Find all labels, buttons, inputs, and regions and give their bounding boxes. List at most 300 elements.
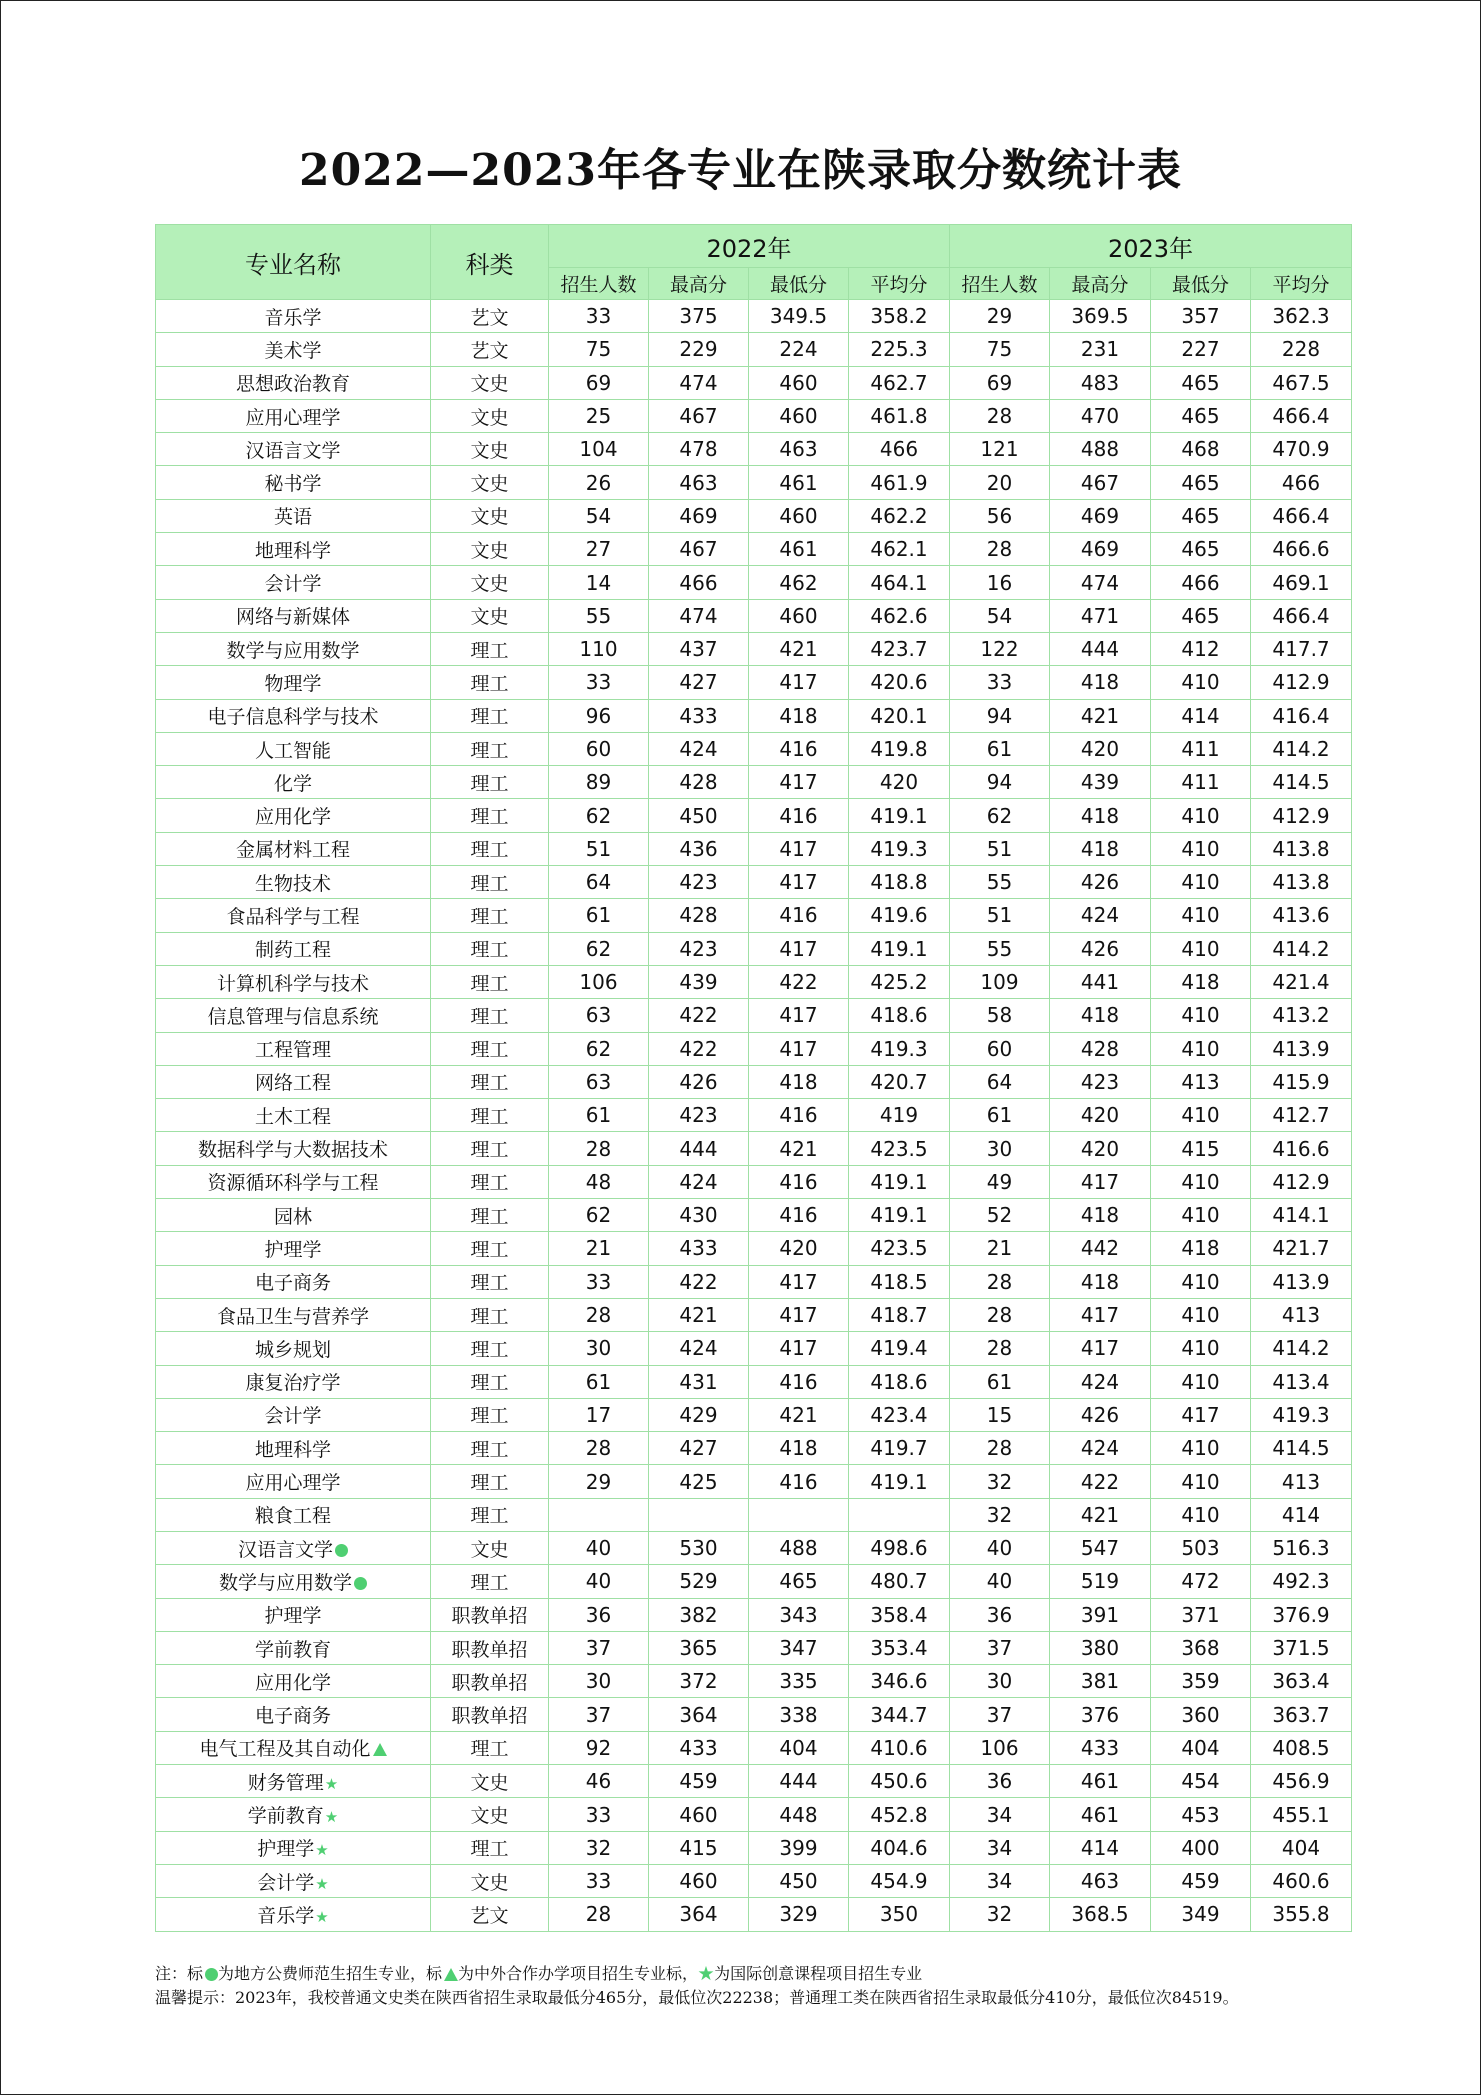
value-cell: 96 xyxy=(549,699,649,732)
value-cell: 54 xyxy=(549,499,649,532)
value-cell: 28 xyxy=(549,1898,649,1931)
category-cell: 职教单招 xyxy=(431,1631,549,1664)
value-cell: 364 xyxy=(649,1698,749,1731)
dot-icon xyxy=(354,1577,367,1590)
value-cell: 416 xyxy=(749,732,849,765)
value-cell: 422 xyxy=(649,1032,749,1065)
value-cell: 465 xyxy=(1151,599,1251,632)
value-cell: 61 xyxy=(549,1365,649,1398)
category-cell: 理工 xyxy=(431,999,549,1032)
value-cell: 417 xyxy=(1050,1298,1151,1331)
value-cell: 410 xyxy=(1151,1199,1251,1232)
table-row xyxy=(156,1199,1352,1232)
category-cell: 理工 xyxy=(431,1731,549,1764)
major-name-cell xyxy=(156,1698,431,1731)
value-cell: 478 xyxy=(649,433,749,466)
value-cell: 414 xyxy=(1151,699,1251,732)
value-cell: 33 xyxy=(549,300,649,333)
major-name: 土木工程 xyxy=(254,1105,331,1128)
value-cell: 410 xyxy=(1151,666,1251,699)
value-cell: 28 xyxy=(549,1432,649,1465)
value-cell: 414.2 xyxy=(1251,1332,1352,1365)
value-cell: 353.4 xyxy=(849,1631,950,1664)
category-cell: 理工 xyxy=(431,1032,549,1065)
value-cell: 441 xyxy=(1050,965,1151,998)
value-cell: 421 xyxy=(1050,699,1151,732)
table-row xyxy=(156,1631,1352,1664)
major-name: 粮食工程 xyxy=(254,1505,331,1528)
category-cell: 文史 xyxy=(431,599,549,632)
value-cell: 423 xyxy=(649,932,749,965)
value-cell: 360 xyxy=(1151,1698,1251,1731)
value-cell: 121 xyxy=(950,433,1050,466)
value-cell: 28 xyxy=(950,533,1050,566)
value-cell: 469 xyxy=(1050,499,1151,532)
value-cell: 404 xyxy=(1251,1831,1352,1864)
value-cell: 418 xyxy=(1151,965,1251,998)
major-name-cell xyxy=(156,1165,431,1198)
value-cell: 391 xyxy=(1050,1598,1151,1631)
value-cell: 416.6 xyxy=(1251,1132,1352,1165)
value-cell: 62 xyxy=(549,799,649,832)
header-sub-4: 招生人数 xyxy=(950,268,1050,300)
table-row xyxy=(156,1531,1352,1564)
major-name-cell xyxy=(156,899,431,932)
value-cell: 465 xyxy=(1151,366,1251,399)
value-cell: 420 xyxy=(749,1232,849,1265)
value-cell: 412.7 xyxy=(1251,1099,1352,1132)
value-cell: 417 xyxy=(749,832,849,865)
star-icon: ★ xyxy=(698,1964,715,1983)
value-cell: 488 xyxy=(749,1531,849,1564)
value-cell: 424 xyxy=(649,732,749,765)
category-cell: 文史 xyxy=(431,1864,549,1897)
page-title: 2022—2023年各专业在陕录取分数统计表 xyxy=(299,145,1182,196)
major-name-cell xyxy=(156,1665,431,1698)
category-cell: 理工 xyxy=(431,1298,549,1331)
major-name: 食品科学与工程 xyxy=(226,905,360,928)
value-cell: 410 xyxy=(1151,1265,1251,1298)
value-cell: 418 xyxy=(1050,1199,1151,1232)
value-cell: 460 xyxy=(649,1798,749,1831)
value-cell: 418 xyxy=(1151,1232,1251,1265)
value-cell: 51 xyxy=(950,832,1050,865)
category-cell: 理工 xyxy=(431,832,549,865)
major-name-cell xyxy=(156,333,431,366)
value-cell: 410 xyxy=(1151,832,1251,865)
value-cell: 30 xyxy=(549,1332,649,1365)
table-row xyxy=(156,1398,1352,1431)
value-cell: 359 xyxy=(1151,1665,1251,1698)
value-cell: 414 xyxy=(1050,1831,1151,1864)
value-cell: 30 xyxy=(950,1132,1050,1165)
header-sub-3: 平均分 xyxy=(849,268,950,300)
value-cell: 92 xyxy=(549,1731,649,1764)
value-cell: 61 xyxy=(549,899,649,932)
score-table xyxy=(155,224,1352,1932)
value-cell: 466.6 xyxy=(1251,533,1352,566)
value-cell: 362.3 xyxy=(1251,300,1352,333)
value-cell: 32 xyxy=(549,1831,649,1864)
major-name-cell xyxy=(156,533,431,566)
value-cell xyxy=(749,1498,849,1531)
value-cell: 410 xyxy=(1151,1032,1251,1065)
value-cell: 122 xyxy=(950,632,1050,665)
category-cell: 理工 xyxy=(431,1498,549,1531)
value-cell: 424 xyxy=(649,1165,749,1198)
value-cell: 437 xyxy=(649,632,749,665)
category-cell: 职教单招 xyxy=(431,1598,549,1631)
value-cell: 89 xyxy=(549,766,649,799)
value-cell: 335 xyxy=(749,1665,849,1698)
category-cell: 理工 xyxy=(431,666,549,699)
triangle-icon xyxy=(444,1968,458,1981)
value-cell: 436 xyxy=(649,832,749,865)
header-sub-6: 最低分 xyxy=(1151,268,1251,300)
value-cell: 417 xyxy=(749,866,849,899)
major-name: 音乐学 xyxy=(257,1904,315,1927)
value-cell: 34 xyxy=(950,1864,1050,1897)
value-cell: 419.1 xyxy=(849,1199,950,1232)
value-cell: 40 xyxy=(549,1531,649,1564)
table-row xyxy=(156,366,1352,399)
value-cell: 29 xyxy=(549,1465,649,1498)
value-cell: 16 xyxy=(950,566,1050,599)
value-cell: 421 xyxy=(749,632,849,665)
major-name-cell xyxy=(156,932,431,965)
value-cell: 474 xyxy=(649,599,749,632)
table-row xyxy=(156,399,1352,432)
note-text: 为中外合作办学项目招生专业标， xyxy=(458,1964,699,1983)
value-cell: 48 xyxy=(549,1165,649,1198)
major-name: 汉语言文学 xyxy=(245,439,341,462)
major-name-cell xyxy=(156,1731,431,1764)
major-name: 思想政治教育 xyxy=(235,373,350,396)
header-year-2022: 2022年 xyxy=(549,225,950,268)
major-name: 信息管理与信息系统 xyxy=(207,1005,379,1028)
value-cell: 343 xyxy=(749,1598,849,1631)
major-name-cell xyxy=(156,766,431,799)
value-cell: 424 xyxy=(1050,1365,1151,1398)
value-cell: 419.6 xyxy=(849,899,950,932)
value-cell: 488 xyxy=(1050,433,1151,466)
value-cell: 422 xyxy=(649,999,749,1032)
value-cell: 420.6 xyxy=(849,666,950,699)
value-cell xyxy=(549,1498,649,1531)
value-cell: 411 xyxy=(1151,766,1251,799)
value-cell: 404 xyxy=(749,1731,849,1764)
value-cell: 428 xyxy=(649,899,749,932)
value-cell: 364 xyxy=(649,1898,749,1931)
value-cell: 426 xyxy=(1050,1398,1151,1431)
value-cell: 418.6 xyxy=(849,999,950,1032)
value-cell: 529 xyxy=(649,1565,749,1598)
value-cell: 410 xyxy=(1151,899,1251,932)
value-cell: 417 xyxy=(1050,1165,1151,1198)
table-row xyxy=(156,1165,1352,1198)
category-cell: 理工 xyxy=(431,1432,549,1465)
value-cell: 106 xyxy=(950,1731,1050,1764)
value-cell: 470.9 xyxy=(1251,433,1352,466)
footnotes xyxy=(155,1962,1405,2010)
table-row xyxy=(156,1465,1352,1498)
value-cell: 417 xyxy=(749,999,849,1032)
value-cell: 417 xyxy=(749,666,849,699)
value-cell: 36 xyxy=(950,1598,1050,1631)
value-cell: 37 xyxy=(549,1698,649,1731)
value-cell: 426 xyxy=(1050,866,1151,899)
value-cell: 94 xyxy=(950,766,1050,799)
table-row xyxy=(156,466,1352,499)
value-cell: 419.1 xyxy=(849,932,950,965)
value-cell: 419 xyxy=(849,1099,950,1132)
value-cell: 346.6 xyxy=(849,1665,950,1698)
note-text: 注：标 xyxy=(155,1964,204,1983)
value-cell: 418.7 xyxy=(849,1298,950,1331)
major-name: 化学 xyxy=(273,772,312,795)
table-row xyxy=(156,1598,1352,1631)
header-sub-1: 最高分 xyxy=(649,268,749,300)
major-name-cell xyxy=(156,732,431,765)
value-cell: 462.1 xyxy=(849,533,950,566)
value-cell: 414.5 xyxy=(1251,1432,1352,1465)
value-cell: 416 xyxy=(749,1099,849,1132)
major-name: 人工智能 xyxy=(254,739,331,762)
major-name: 金属材料工程 xyxy=(235,839,350,862)
value-cell: 33 xyxy=(549,1265,649,1298)
value-cell: 382 xyxy=(649,1598,749,1631)
major-name-cell xyxy=(156,1265,431,1298)
table-row xyxy=(156,1332,1352,1365)
value-cell: 418.6 xyxy=(849,1365,950,1398)
value-cell: 412 xyxy=(1151,632,1251,665)
value-cell: 32 xyxy=(950,1465,1050,1498)
value-cell: 363.7 xyxy=(1251,1698,1352,1731)
value-cell: 466.4 xyxy=(1251,399,1352,432)
table-row xyxy=(156,1665,1352,1698)
value-cell: 423 xyxy=(649,866,749,899)
major-name: 工程管理 xyxy=(254,1039,331,1062)
table-row xyxy=(156,932,1352,965)
value-cell: 417 xyxy=(749,766,849,799)
value-cell: 412.9 xyxy=(1251,666,1352,699)
value-cell: 40 xyxy=(950,1565,1050,1598)
major-name: 电子信息科学与技术 xyxy=(207,706,379,729)
value-cell: 419.3 xyxy=(849,832,950,865)
value-cell: 414.2 xyxy=(1251,932,1352,965)
dot-icon xyxy=(205,1968,218,1981)
major-name-cell xyxy=(156,999,431,1032)
major-name: 会计学 xyxy=(264,573,322,596)
value-cell: 480.7 xyxy=(849,1565,950,1598)
value-cell: 460.6 xyxy=(1251,1864,1352,1897)
value-cell: 420 xyxy=(849,766,950,799)
major-name: 制药工程 xyxy=(254,939,331,962)
value-cell: 32 xyxy=(950,1898,1050,1931)
value-cell: 468 xyxy=(1151,433,1251,466)
value-cell: 423.5 xyxy=(849,1232,950,1265)
value-cell: 415 xyxy=(649,1831,749,1864)
value-cell: 412.9 xyxy=(1251,799,1352,832)
value-cell: 28 xyxy=(950,1332,1050,1365)
value-cell: 410 xyxy=(1151,1298,1251,1331)
value-cell: 28 xyxy=(950,1298,1050,1331)
category-cell: 文史 xyxy=(431,433,549,466)
value-cell: 503 xyxy=(1151,1531,1251,1564)
value-cell: 110 xyxy=(549,632,649,665)
value-cell: 229 xyxy=(649,333,749,366)
value-cell: 460 xyxy=(749,499,849,532)
table-row xyxy=(156,965,1352,998)
major-name-cell xyxy=(156,1032,431,1065)
value-cell: 466 xyxy=(649,566,749,599)
major-name-cell xyxy=(156,499,431,532)
major-name: 财务管理 xyxy=(247,1771,324,1794)
table-row xyxy=(156,1565,1352,1598)
value-cell: 466.4 xyxy=(1251,499,1352,532)
category-cell: 理工 xyxy=(431,632,549,665)
value-cell: 413 xyxy=(1251,1298,1352,1331)
table-row xyxy=(156,1265,1352,1298)
value-cell: 380 xyxy=(1050,1631,1151,1664)
value-cell: 26 xyxy=(549,466,649,499)
value-cell: 516.3 xyxy=(1251,1531,1352,1564)
value-cell: 54 xyxy=(950,599,1050,632)
major-name-cell xyxy=(156,1498,431,1531)
table-row xyxy=(156,499,1352,532)
value-cell: 225.3 xyxy=(849,333,950,366)
value-cell: 423 xyxy=(649,1099,749,1132)
category-cell: 理工 xyxy=(431,932,549,965)
value-cell: 46 xyxy=(549,1765,649,1798)
category-cell: 理工 xyxy=(431,1565,549,1598)
value-cell: 427 xyxy=(649,666,749,699)
note-text: 为国际创意课程项目招生专业 xyxy=(714,1964,923,1983)
major-name: 网络工程 xyxy=(254,1072,331,1095)
value-cell: 413.9 xyxy=(1251,1032,1352,1065)
value-cell: 420 xyxy=(1050,732,1151,765)
value-cell: 461 xyxy=(749,533,849,566)
value-cell: 419.4 xyxy=(849,1332,950,1365)
value-cell: 413.8 xyxy=(1251,832,1352,865)
major-name-cell xyxy=(156,699,431,732)
value-cell: 469.1 xyxy=(1251,566,1352,599)
value-cell: 460 xyxy=(749,366,849,399)
value-cell: 94 xyxy=(950,699,1050,732)
value-cell: 444 xyxy=(1050,632,1151,665)
value-cell: 344.7 xyxy=(849,1698,950,1731)
value-cell: 410 xyxy=(1151,1099,1251,1132)
value-cell: 418 xyxy=(1050,666,1151,699)
value-cell: 347 xyxy=(749,1631,849,1664)
star-icon: ★ xyxy=(315,1841,329,1860)
category-cell: 理工 xyxy=(431,766,549,799)
value-cell: 61 xyxy=(950,1365,1050,1398)
table-row xyxy=(156,300,1352,333)
value-cell: 454.9 xyxy=(849,1864,950,1897)
major-name-cell xyxy=(156,466,431,499)
table-row xyxy=(156,999,1352,1032)
major-name-cell xyxy=(156,832,431,865)
category-cell: 理工 xyxy=(431,1465,549,1498)
value-cell: 416 xyxy=(749,799,849,832)
value-cell: 415 xyxy=(1151,1132,1251,1165)
value-cell: 422 xyxy=(749,965,849,998)
category-cell: 理工 xyxy=(431,799,549,832)
value-cell: 462.2 xyxy=(849,499,950,532)
table-row xyxy=(156,1765,1352,1798)
category-cell: 文史 xyxy=(431,499,549,532)
value-cell: 410 xyxy=(1151,1365,1251,1398)
value-cell: 465 xyxy=(1151,466,1251,499)
value-cell: 418 xyxy=(749,1432,849,1465)
value-cell: 418 xyxy=(1050,799,1151,832)
major-name: 应用化学 xyxy=(254,806,331,829)
legend-note xyxy=(155,1962,1405,1986)
value-cell: 416 xyxy=(749,899,849,932)
value-cell: 63 xyxy=(549,1065,649,1098)
value-cell: 62 xyxy=(549,932,649,965)
value-cell: 64 xyxy=(549,866,649,899)
value-cell: 460 xyxy=(649,1864,749,1897)
value-cell: 453 xyxy=(1151,1798,1251,1831)
value-cell: 34 xyxy=(950,1798,1050,1831)
value-cell: 410 xyxy=(1151,1432,1251,1465)
value-cell: 338 xyxy=(749,1698,849,1731)
major-name: 学前教育 xyxy=(254,1638,331,1661)
value-cell: 62 xyxy=(950,799,1050,832)
value-cell: 400 xyxy=(1151,1831,1251,1864)
value-cell: 419.1 xyxy=(849,799,950,832)
value-cell: 423.7 xyxy=(849,632,950,665)
value-cell: 467 xyxy=(649,399,749,432)
value-cell: 433 xyxy=(1050,1731,1151,1764)
value-cell: 419.3 xyxy=(1251,1398,1352,1431)
value-cell: 461.9 xyxy=(849,466,950,499)
major-name: 电子商务 xyxy=(254,1705,331,1728)
major-name-cell xyxy=(156,1432,431,1465)
category-cell: 职教单招 xyxy=(431,1698,549,1731)
value-cell: 224 xyxy=(749,333,849,366)
value-cell: 349 xyxy=(1151,1898,1251,1931)
value-cell: 462.7 xyxy=(849,366,950,399)
value-cell: 420.1 xyxy=(849,699,950,732)
value-cell: 410 xyxy=(1151,932,1251,965)
value-cell: 357 xyxy=(1151,300,1251,333)
value-cell: 428 xyxy=(1050,1032,1151,1065)
table-row xyxy=(156,899,1352,932)
value-cell: 455.1 xyxy=(1251,1798,1352,1831)
value-cell: 467 xyxy=(1050,466,1151,499)
major-name: 会计学 xyxy=(264,1405,322,1428)
value-cell: 410 xyxy=(1151,1498,1251,1531)
value-cell: 469 xyxy=(649,499,749,532)
value-cell: 365 xyxy=(649,1631,749,1664)
value-cell: 419.1 xyxy=(849,1465,950,1498)
major-name: 会计学 xyxy=(257,1871,315,1894)
value-cell: 414.1 xyxy=(1251,1199,1352,1232)
value-cell: 420 xyxy=(1050,1099,1151,1132)
major-name: 物理学 xyxy=(264,672,322,695)
value-cell: 414.5 xyxy=(1251,766,1352,799)
value-cell: 421 xyxy=(749,1398,849,1431)
value-cell: 425 xyxy=(649,1465,749,1498)
value-cell: 410 xyxy=(1151,999,1251,1032)
major-name: 电气工程及其自动化 xyxy=(199,1738,371,1761)
value-cell: 450 xyxy=(649,799,749,832)
value-cell: 416 xyxy=(749,1365,849,1398)
value-cell: 34 xyxy=(950,1831,1050,1864)
